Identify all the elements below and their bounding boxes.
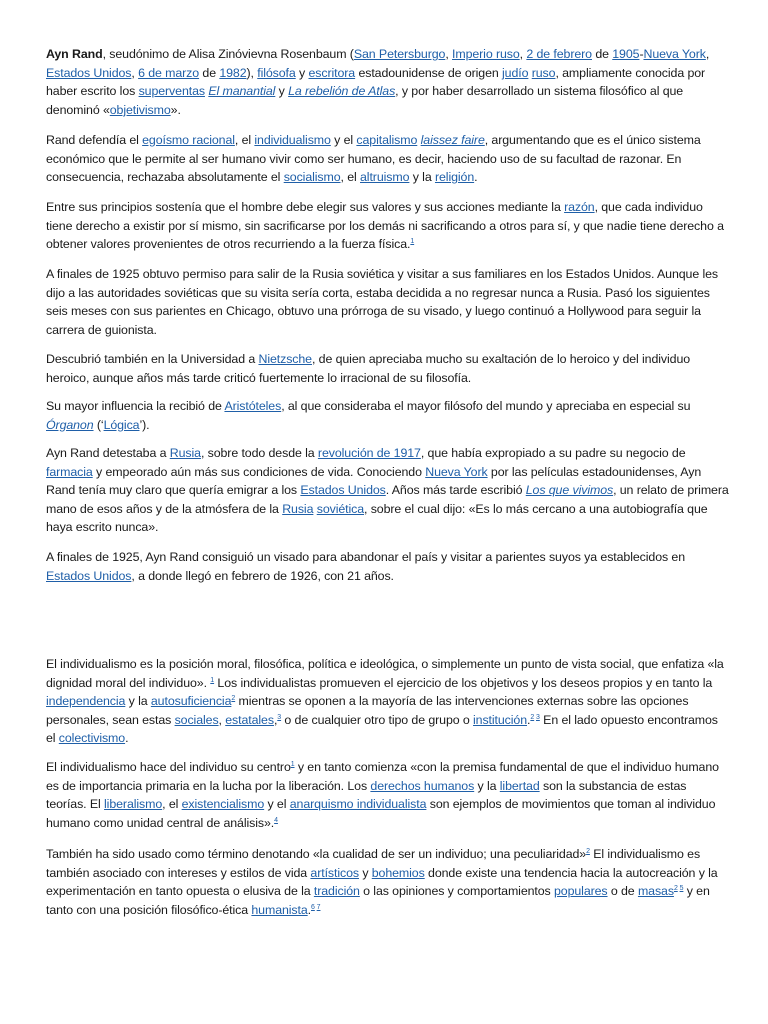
text-run: son la substancia de estas teorías. El [46, 778, 687, 812]
text-run: , seudónimo de Alisa Zinóvievna Rosenbaum ( [102, 47, 354, 61]
text-run: , al que consideraba el mayor filósofo del mundo y apreciaba en especial su [281, 399, 691, 413]
footnote-link[interactable]: 5 [679, 885, 684, 893]
paragraph-rand-philosophy [46, 131, 730, 187]
text-run: , el [340, 170, 361, 185]
wiki-link[interactable]: 1982 [219, 65, 247, 80]
paragraph-principles [46, 198, 730, 254]
footnote-link[interactable]: 1 [210, 676, 215, 684]
wiki-link[interactable]: Estados Unidos [46, 65, 132, 80]
text-run: , el [162, 797, 182, 812]
text-run: En el lado opuesto encontramos el [46, 712, 718, 746]
paragraph-visa-1925 [46, 548, 730, 585]
text-run: , ampliamente conocida por haber escrito los [46, 65, 706, 99]
wiki-link[interactable]: Nueva York [643, 47, 706, 61]
wiki-link[interactable]: Rusia [169, 446, 201, 460]
wiki-link[interactable]: objetivismo [109, 102, 171, 117]
text-run: A finales de 1925 obtuvo permiso para salir de la Rusia soviética y visitar a sus familiares en los Estados Unidos. Aunque les dijo a las autoridades soviéticas que su visita sería corta, estaba decidida a no regresar nunca a Rusia. Pasó los siguientes seis meses con sus parientes en Chicago, obtuvo una prórroga de su visado, y luego continuó a Hollywood para seguir la carrera de guionista. [46, 267, 719, 337]
wiki-link[interactable]: filósofa [257, 65, 296, 80]
text-run: , [519, 47, 527, 61]
text-run: (‘ [93, 417, 104, 432]
text-run: , y por haber desarrollado un sistema filosófico al que denominó « [46, 84, 684, 117]
wiki-link[interactable]: Órganon [46, 417, 94, 432]
wiki-link[interactable]: San Petersburgo [353, 47, 446, 61]
text-run: y empeorado aún más sus condiciones de vida. Conociendo [92, 464, 426, 479]
text-run: , de quien apreciaba mucho su exaltación de lo heroico y del individuo heroico, aunque años más tarde criticó fuertemente lo irracional de su filosofía. [46, 352, 691, 385]
wiki-link[interactable]: farmacia [46, 464, 93, 479]
text-run: Descubrió también en la Universidad a [46, 352, 259, 366]
wiki-link[interactable]: Nietzsche [258, 352, 312, 366]
wiki-link[interactable]: populares [554, 884, 608, 899]
text-run: , sobre el cual dijo: «Es lo más cercano a una autobiografía que haya escrito nunca». [46, 501, 708, 535]
wiki-link[interactable]: escritora [308, 65, 356, 80]
text-run: , que cada individuo tiene derecho a existir por sí mismo, sin sacrificarse por los demás ni sacrificando a otros para sí, y que nadie tiene derecho a obtener valores provenientes de otros recurriendo a la fuerza física. [46, 200, 724, 252]
wiki-link[interactable]: egoísmo racional [142, 133, 235, 147]
text-run: donde existe una tendencia hacia la autocreación y la experimentación en tanto opuesta o elusiva de la [46, 865, 718, 899]
wiki-link[interactable]: superventas [138, 84, 205, 99]
text-run: o las opiniones y comportamientos [359, 884, 554, 899]
wiki-link[interactable]: razón [564, 200, 595, 214]
paragraph-individualism-center [46, 758, 730, 832]
text-run: y en tanto con una posición filosófico-ética [46, 884, 710, 917]
wiki-link[interactable]: 2 de febrero [526, 47, 592, 61]
text-run: mientras se oponen a la mayoría de las intervenciones externas sobre las opciones personales, sean estas [46, 694, 689, 727]
text-run: y la [125, 694, 151, 709]
text-run: , a donde llegó en febrero de 1926, con 21 años. [131, 568, 394, 583]
wiki-link[interactable]: altruismo [360, 170, 410, 185]
wiki-link[interactable]: ruso [531, 65, 556, 80]
text-run: . [474, 170, 478, 185]
footnote-link[interactable]: 7 [316, 903, 321, 911]
text-run: , argumentando que es el único sistema económico que le permite al ser humano vivir como ser humano, es decir, haciendo uso de su facultad de razonar. En consecuencia, rechazaba absolutamente el [46, 133, 701, 185]
wiki-link[interactable]: anarquismo individualista [289, 797, 427, 812]
text-run: , [445, 47, 452, 61]
wiki-link[interactable]: artísticos [310, 865, 359, 880]
footnote-link[interactable]: 2 [231, 695, 236, 703]
footnote-marker [274, 817, 278, 824]
wiki-link[interactable]: Los que vivimos [525, 483, 614, 498]
text-run: y el [264, 797, 290, 812]
text-run: de [591, 47, 613, 61]
text-run: , que había expropiado a su padre su negocio de [420, 446, 686, 460]
footnote-link[interactable]: 4 [274, 816, 278, 824]
footnote-link[interactable]: 1 [410, 238, 415, 246]
text-run: y en tanto comienza «con la premisa fundamental de que el individuo humano es de importancia primaria en la lucha por la liberación. Los [46, 760, 719, 793]
wiki-link[interactable]: Lógica [103, 417, 140, 432]
footnote-link[interactable]: 2 [673, 885, 678, 893]
paragraph-nietzsche [46, 350, 730, 387]
text-run: de [199, 65, 220, 80]
paragraph-russia-detest [46, 444, 730, 537]
wiki-link[interactable]: capitalismo [356, 133, 418, 147]
text-run: Rand defendía el [46, 133, 143, 147]
wiki-link[interactable]: estatales [225, 712, 274, 727]
wiki-link[interactable]: judío [502, 65, 529, 80]
text-run: - [639, 47, 644, 61]
text-run: y [358, 865, 372, 880]
footnote-marker [410, 238, 414, 245]
footnote-link[interactable]: 2 [586, 848, 590, 855]
wiki-link[interactable]: soviética [316, 501, 365, 516]
wiki-link[interactable]: individualismo [254, 133, 331, 147]
paragraph-aristotle [46, 397, 730, 434]
wiki-link[interactable]: institución [473, 712, 528, 727]
wiki-link[interactable]: La rebelión de Atlas [288, 84, 396, 99]
footnote-link[interactable]: 2 [530, 713, 535, 721]
wiki-link[interactable]: Estados Unidos [46, 568, 132, 583]
wiki-link[interactable]: Nueva York [425, 464, 488, 479]
wiki-link[interactable]: socialismo [283, 170, 341, 185]
wiki-link[interactable]: derechos humanos [370, 778, 475, 793]
wiki-link[interactable]: liberalismo [104, 797, 163, 812]
paragraph-individualism-usage [46, 845, 730, 919]
text-run: y [275, 84, 289, 99]
text-run: , sobre todo desde la [200, 446, 318, 460]
text-run: Su mayor influencia la recibió de [46, 399, 225, 413]
wiki-link[interactable]: Rusia [282, 501, 314, 516]
wiki-link[interactable]: laissez faire [420, 133, 485, 147]
text-run: ), [246, 65, 258, 80]
text-run: , [131, 65, 139, 80]
text-run: y la [409, 170, 435, 185]
footnote-link[interactable]: 6 [311, 903, 315, 911]
wiki-link[interactable]: religión [434, 170, 475, 185]
wiki-link[interactable]: revolución de 1917 [317, 446, 421, 460]
text-run: , [218, 712, 226, 727]
wiki-link[interactable]: El manantial [208, 84, 276, 99]
text-run: . [527, 712, 531, 727]
text-run: El individualismo es también asociado con intereses y estilos de vida [46, 847, 701, 880]
wiki-link[interactable]: libertad [499, 778, 540, 793]
text-run: Entre sus principios sostenía que el hombre debe elegir sus valores y sus acciones mediante la [46, 200, 565, 214]
text-run: , [705, 47, 710, 61]
footnote-link[interactable]: 3 [536, 713, 540, 721]
text-run: Ayn Rand detestaba a [46, 446, 170, 460]
text-run: . [125, 731, 129, 746]
paragraph-individualism-def [46, 655, 730, 748]
text-run: El individualismo hace del individuo su centro [46, 760, 291, 774]
wiki-link[interactable]: 6 de marzo [138, 65, 200, 80]
paragraph-leaving-russia [46, 265, 730, 339]
text-run: , [273, 712, 278, 727]
wiki-link[interactable]: sociales [174, 712, 219, 727]
text-run: Los individualistas promueven el ejercicio de los objetivos y los deseos propios y en tanto la [214, 675, 713, 690]
text-run: y la [474, 778, 500, 793]
wiki-link[interactable]: Imperio ruso [452, 47, 520, 61]
paragraph-ayn-rand-intro [46, 45, 730, 119]
text-run: son ejemplos de movimientos que toman al individuo humano como unidad central de análisis». [46, 797, 716, 830]
footnote-marker [317, 904, 321, 911]
text-run: ». [170, 102, 181, 117]
text-run: , el [234, 133, 255, 147]
text-run: A finales de 1925, Ayn Rand consiguió un visado para abandonar el país y visitar a parientes suyos ya establecidos en [46, 550, 686, 564]
wiki-link[interactable]: humanista [251, 902, 308, 917]
text-run: estadounidense de origen [355, 65, 503, 80]
text-run: El individualismo es la posición moral, filosófica, política e ideológica, o simplemente un punto de vista social, que enfatiza «la dignidad moral del individuo». [46, 657, 724, 690]
wiki-link[interactable]: colectivismo [58, 731, 126, 746]
wiki-link[interactable]: independencia [46, 694, 126, 709]
wiki-link[interactable]: masas [637, 884, 674, 899]
wiki-link[interactable]: Estados Unidos [300, 483, 386, 498]
wiki-link[interactable]: 1905 [612, 47, 640, 61]
text-run: . [307, 902, 312, 917]
text-run: por las películas estadounidenses, Ayn Rand tenía muy claro que quería emigrar a los [46, 464, 702, 498]
text-run: También ha sido usado como término denotando «la cualidad de ser un individuo; una peculiaridad» [46, 847, 587, 861]
wiki-link[interactable]: autosuficiencia [150, 694, 232, 709]
footnote-link[interactable]: 3 [277, 713, 282, 721]
text-run: o de [607, 884, 638, 899]
text-run: , un relato de primera mano de esos años y de la atmósfera de la [46, 483, 729, 516]
wiki-link[interactable]: existencialismo [181, 797, 265, 812]
subject-name: Ayn Rand [46, 47, 103, 61]
wiki-link[interactable]: tradición [313, 884, 360, 899]
wiki-link[interactable]: Aristóteles [224, 399, 282, 413]
text-run: ’). [139, 417, 150, 432]
text-run: . Años más tarde escribió [385, 483, 526, 498]
wiki-link[interactable]: bohemios [371, 865, 425, 880]
text-run: y el [330, 133, 357, 147]
text-run: y [295, 65, 309, 80]
text-run: o de cualquier otro tipo de grupo o [281, 712, 474, 727]
footnote-link[interactable]: 1 [290, 761, 295, 768]
